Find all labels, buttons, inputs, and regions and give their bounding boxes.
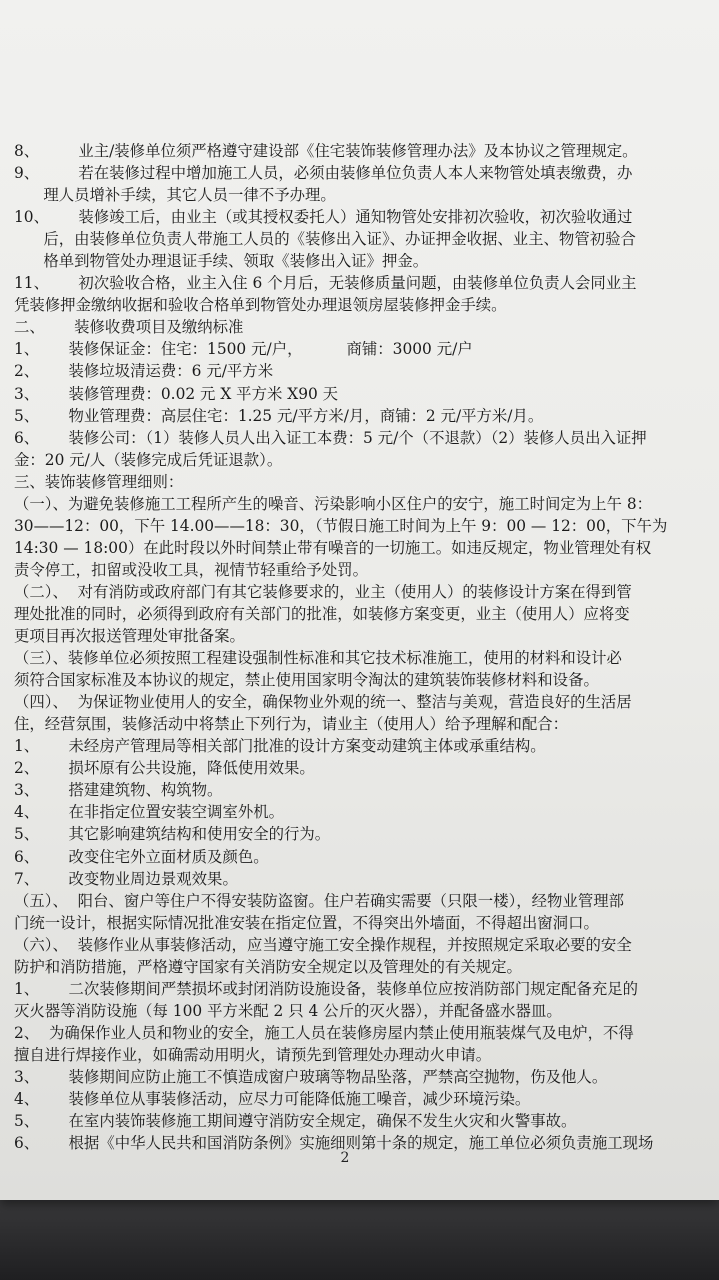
text-line: 2、 装修垃圾清运费：6 元/平方米 <box>14 362 274 381</box>
text-line: 5、 在室内装饰装修施工期间遵守消防安全规定，确保不发生火灾和火警事故。 <box>14 1112 577 1131</box>
text-line: 6、 装修公司：（1）装修人员人出入证工本费：5 元/个（不退款）（2）装修人员出入证押 <box>14 428 647 447</box>
text-line: 5、 物业管理费：高层住宅：1.25 元/平方米/月，商铺：2 元/平方米/月。 <box>14 406 544 425</box>
page-number: 2 <box>340 1150 350 1166</box>
floor-shadow <box>0 1192 719 1280</box>
section-heading: 三、装饰装修管理细则： <box>14 472 184 491</box>
text-line: 金：20 元/人（装修完成后凭证退款）。 <box>14 450 283 469</box>
text-line: 4、 在非指定位置安装空调室外机。 <box>14 803 285 822</box>
text-line: 防护和消防措施，严格遵守国家有关消防安全规定以及管理处的有关规定。 <box>14 957 522 976</box>
section-heading: 二、 装修收费项目及缴纳标准 <box>14 318 244 337</box>
text-line: 9、 若在装修过程中增加施工人员，必须由装修单位负责人本人来物管处填表缴费，办 <box>14 164 633 183</box>
text-line: 3、 装修期间应防止施工不慎造成窗户玻璃等物品坠落，严禁高空抛物，伤及他人。 <box>14 1067 608 1086</box>
text-line: 5、 其它影响建筑结构和使用安全的行为。 <box>14 825 331 844</box>
text-line: 14:30 — 18:00）在此时段以外时间禁止带有噪音的一切施工。如违反规定，物业管理处有权 <box>14 538 652 557</box>
text-line: 7、 改变物业周边景观效果。 <box>14 869 238 888</box>
text-line: 理人员增补手续，其它人员一律不予办理。 <box>14 186 336 205</box>
text-line: （一）、为避免装修施工工程所产生的噪音、污染影响小区住户的安宁，施工时间定为上午 8： <box>14 494 653 513</box>
text-line: 30——12：00，下午 14.00——18：30，（节假日施工时间为上午 9：00 — 12：00，下午为 <box>14 516 668 535</box>
text-line: （四）、 为保证物业使用人的安全，确保物业外观的统一、整洁与美观，营造良好的生活居 <box>14 693 632 712</box>
text-line: 6、 改变住宅外立面材质及颜色。 <box>14 847 269 866</box>
text-line: 11、 初次验收合格，业主入住 6 个月后，无装修质量问题，由装修单位负责人会同业主 <box>14 274 637 293</box>
text-line: 3、 搭建建筑物、构筑物。 <box>14 781 223 800</box>
text-line: 1、 二次装修期间严禁损坏或封闭消防设施设备，装修单位应按消防部门规定配备充足的 <box>14 979 638 998</box>
text-line: 擅自进行焊接作业，如确需动用明火，请预先到管理处办理动火申请。 <box>14 1045 492 1064</box>
text-line: 更项目再次报送管理处审批备案。 <box>14 627 245 646</box>
text-line: 4、 装修单位从事装修活动，应尽力可能降低施工噪音，减少环境污染。 <box>14 1090 531 1109</box>
text-line: （五）、 阳台、窗户等住户不得安装防盗窗。住户若确实需要（只限一楼），经物业管理部 <box>14 891 625 910</box>
text-line: 格单到物管处办理退证手续、领取《装修出入证》押金。 <box>14 252 429 271</box>
text-line: 后，由装修单位负责人带施工人员的《装修出入证》、办证押金收据、业主、物管初验合 <box>14 230 636 249</box>
text-line: （二）、 对有消防或政府部门有其它装修要求的，业主（使用人）的装修设计方案在得到管 <box>14 582 632 601</box>
text-line: （三）、装修单位必须按照工程建设强制性标准和其它技术标准施工，使用的材料和设计必 <box>14 649 622 668</box>
text-line: 3、 装修管理费：0.02 元 X 平方米 X90 天 <box>14 384 339 403</box>
text-line: 2、 为确保作业人员和物业的安全，施工人员在装修房屋内禁止使用瓶装煤气及电炉，不得 <box>14 1023 634 1042</box>
text-line: 1、 装修保证金：住宅：1500 元/户， 商铺：3000 元/户 <box>14 340 473 359</box>
text-line: 2、 损坏原有公共设施，降低使用效果。 <box>14 759 315 778</box>
text-line: 理处批准的同时，必须得到政府有关部门的批准，如装修方案变更，业主（使用人）应将变 <box>14 604 630 623</box>
document-body <box>14 140 704 1154</box>
text-line: 6、 根据《中华人民共和国消防条例》实施细则第十条的规定，施工单位必须负责施工现场 <box>14 1134 654 1153</box>
text-line: 10、 装修竣工后，由业主（或其授权委托人）通知物管处安排初次验收，初次验收通过 <box>14 208 633 227</box>
text-line: 住，经营氛围，装修活动中将禁止下列行为，请业主（使用人）给予理解和配合： <box>14 715 569 734</box>
text-line: 须符合国家标准及本协议的规定，禁止使用国家明令淘汰的建筑装饰装修材料和设备。 <box>14 671 599 690</box>
text-line: 门统一设计，根据实际情况批准安装在指定位置，不得突出外墙面，不得超出窗洞口。 <box>14 913 599 932</box>
text-line: 灭火器等消防设施（每 100 平方米配 2 只 4 公斤的灭火器），并配备盛水器皿。 <box>14 1001 562 1020</box>
text-line: 凭装修押金缴纳收据和验收合格单到物管处办理退领房屋装修押金手续。 <box>14 296 507 315</box>
text-line: （六）、 装修作业从事装修活动，应当遵守施工安全操作规程，并按照规定采取必要的安全 <box>14 935 632 954</box>
text-line: 责令停工，扣留或没收工具，视情节轻重给予处罚。 <box>14 560 368 579</box>
text-line: 1、 未经房产管理局等相关部门批准的设计方案变动建筑主体或承重结构。 <box>14 737 546 756</box>
text-line: 8、 业主/装修单位须严格遵守建设部《住宅装饰装修管理办法》及本协议之管理规定。 <box>14 142 638 160</box>
